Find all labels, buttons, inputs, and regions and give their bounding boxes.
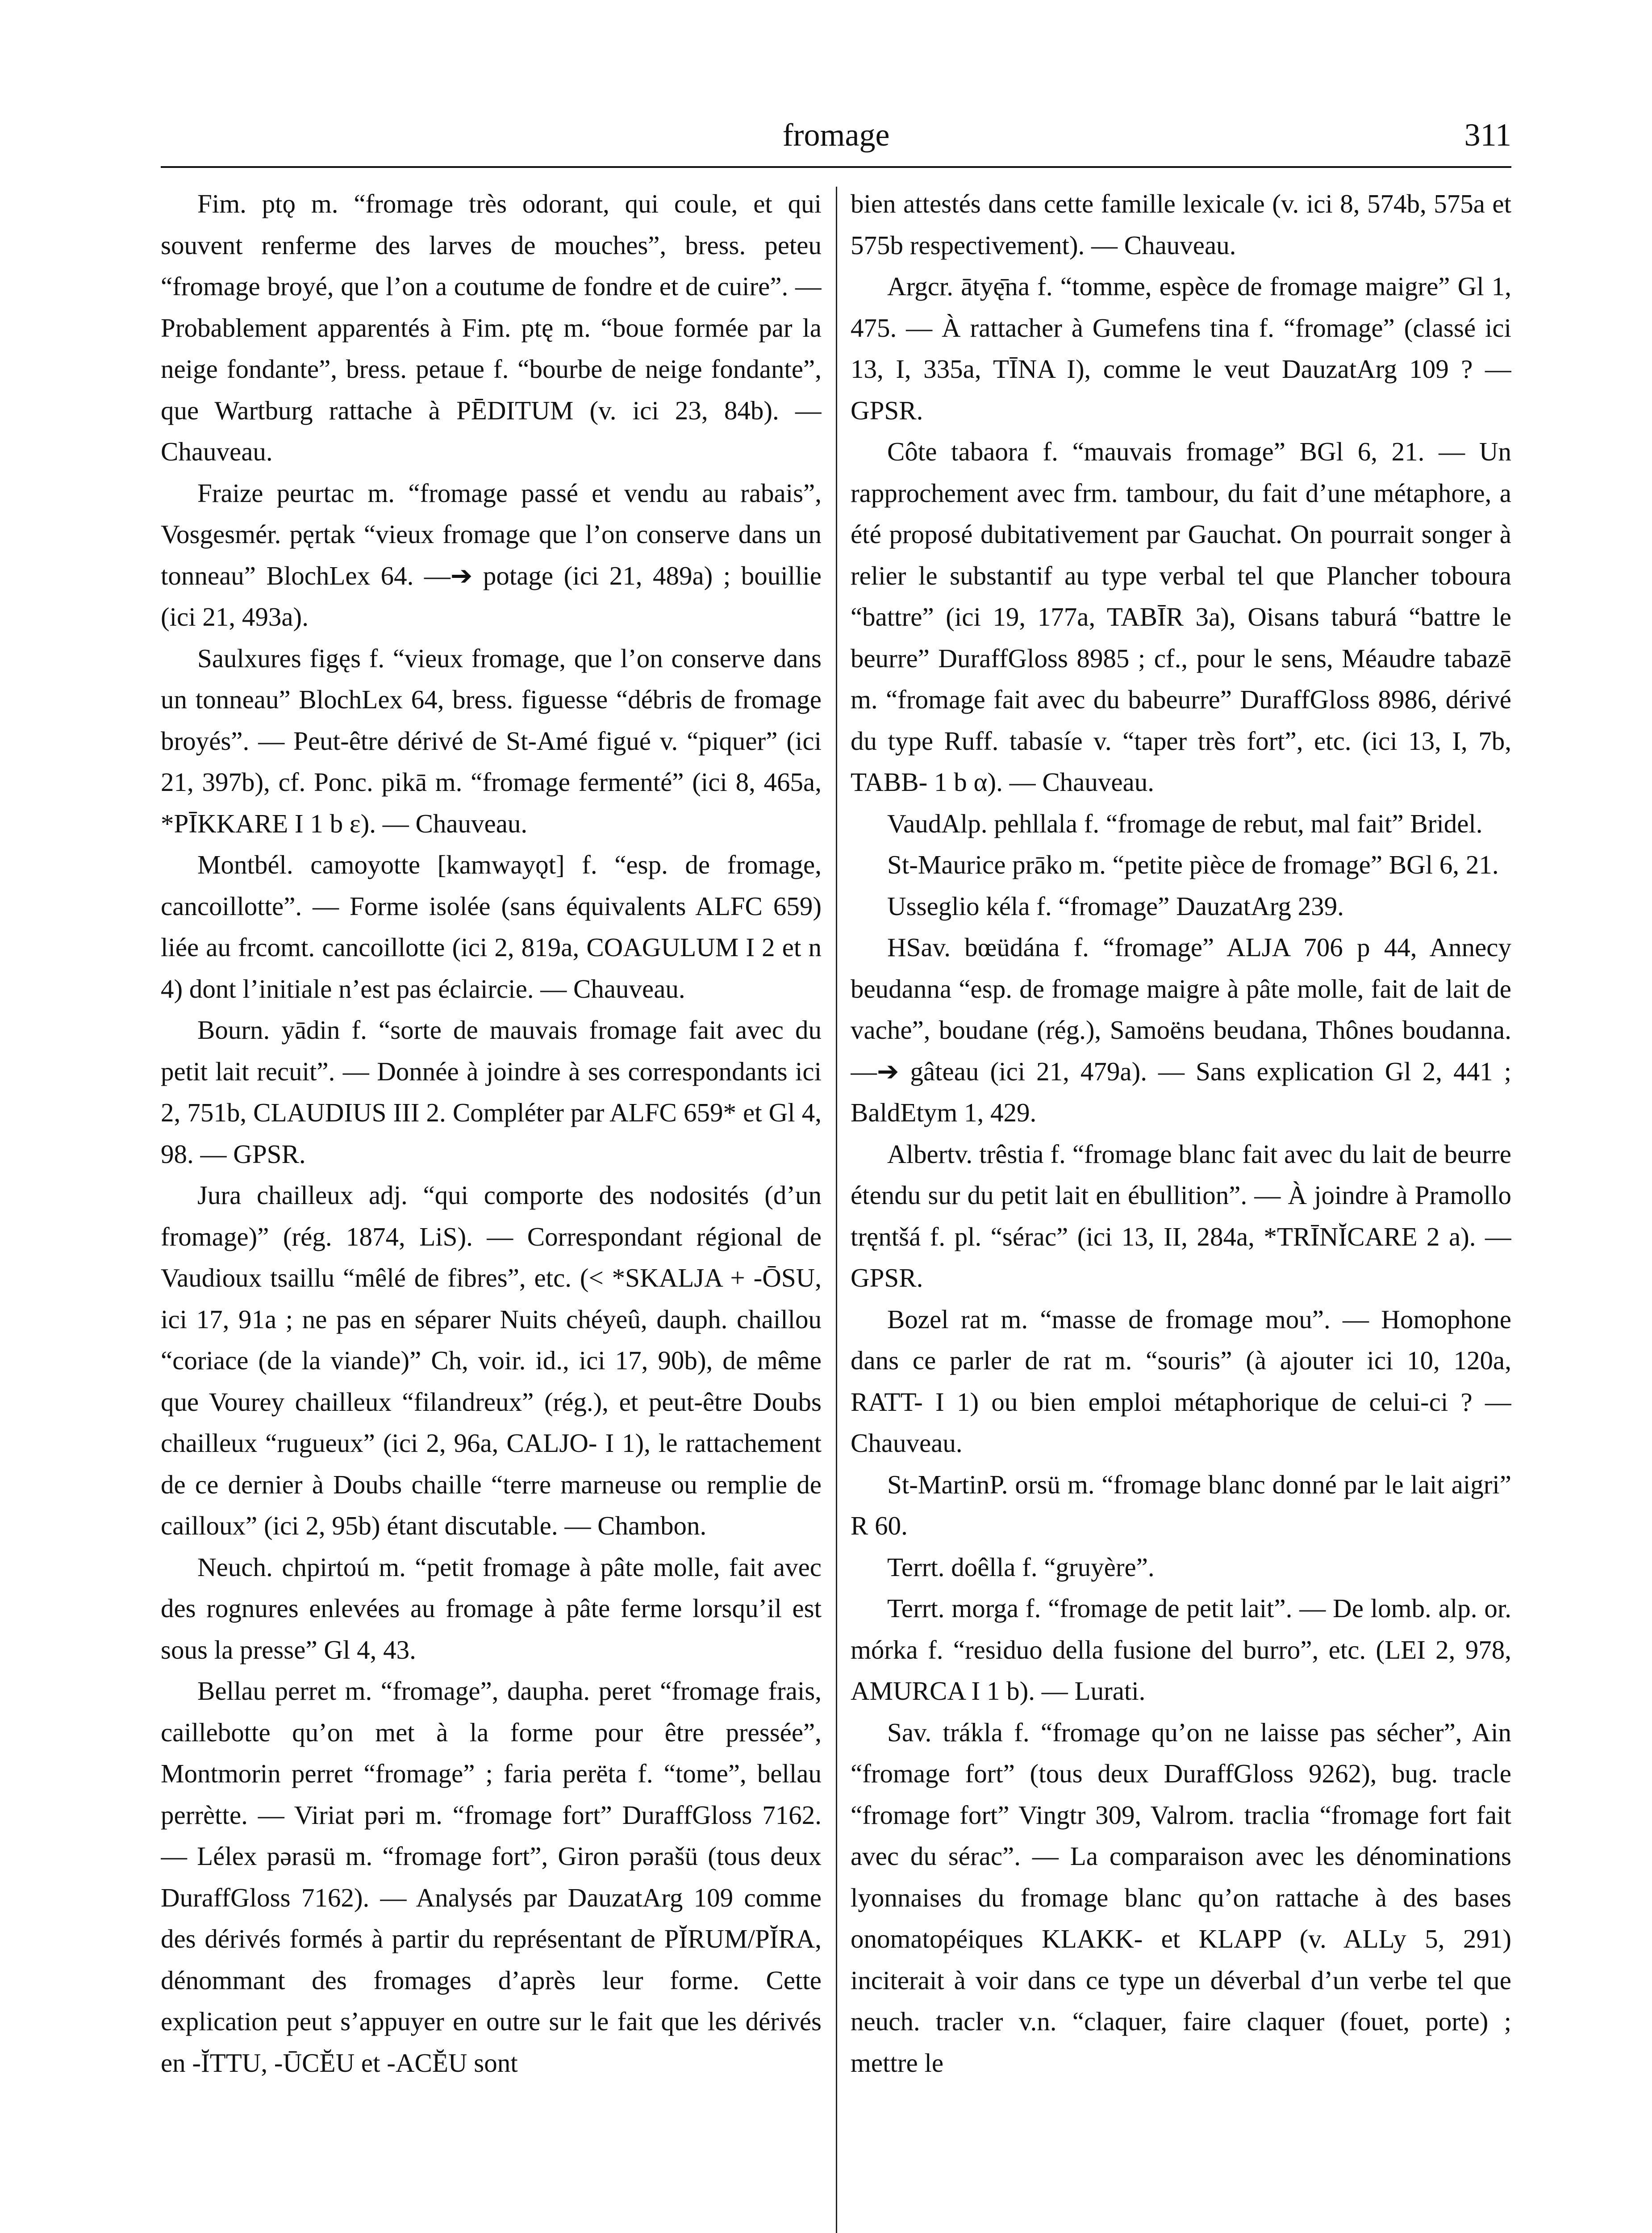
entry-paragraph: HSav. bœüdána f. “fromage” ALJA 706 p 44, Annecy beudanna “esp. de fromage maigre à pâte molle, fait de lait de vache”, boudane (rég.), Samoëns beudana, Thônes boudanna. —➔ gâteau (ici 21, 479a). — Sans explication Gl 2, 441 ; BaldEtym 1, 429. — [851, 933, 1511, 1127]
entry-paragraph: Fim. ptǫ m. “fromage très odorant, qui coule, et qui souvent renferme des larves de mouches”, bress. peteu “fromage broyé, que l’on a coutume de fondre et de cuire”. — Probablement apparentés à Fim. ptę m. “boue formée par la neige fondante”, bress. petaue f. “bourbe de neige fondante”, que Wartburg rattache à PĒDITUM (v. ici 23, 84b). — Chauveau. — [161, 189, 822, 466]
entry-paragraph: Sav. trákla f. “fromage qu’on ne laisse pas sécher”, Ain “fromage fort” (tous deux DuraffGloss 9262), bug. tracle “fromage fort” Vingtr 309, Valrom. traclia “fromage fort fait avec du sérac”. — La comparaison avec les dénominations lyonnaises du fromage blanc qu’on rattache à des bases onomatopéiques KLAKK- et KLAPP (v. ALLy 5, 291) inciterait à voir dans ce type un déverbal d’un verbe tel que neuch. tracler v.n. “claquer, faire claquer (fouet, porte) ; mettre le — [851, 1717, 1511, 2078]
continued-paragraph: bien attestés dans cette famille lexicale (v. ici 8, 574b, 575a et 575b respectivement). — Chauveau. — [851, 189, 1511, 260]
entry-paragraph: St-Maurice prāko m. “petite pièce de fromage” BGl 6, 21. — [887, 850, 1499, 879]
entry-paragraph: Bellau perret m. “fromage”, daupha. peret “fromage frais, caillebotte qu’on met à la forme pour être pressée”, Montmorin perret “fromage” ; faria perëta f. “tome”, bellau perrètte. — Viriat pəri m. “fromage fort” DuraffGloss 7162. — Lélex pərasü m. “fromage fort”, Giron pərašü (tous deux DuraffGloss 7162). — Analysés par DauzatArg 109 comme des dérivés formés à partir du représentant de PĬRUM/PĬRA, dénommant des fromages d’après leur forme. Cette explication peut s’appuyer en outre sur le fait que les dérivés en -ĬTTU, -ŪCĔU et -ACĔU sont — [161, 1676, 822, 2078]
entry-paragraph: Terrt. morga f. “fromage de petit lait”. — De lomb. alp. or. mórka f. “residuo della fusione del burro”, etc. (LEI 2, 978, AMURCA I 1 b). — Lurati. — [851, 1593, 1511, 1706]
entry-paragraph: Bozel rat m. “masse de fromage mou”. — Homophone dans ce parler de rat m. “souris” (à ajouter ici 10, 120a, RATT- I 1) ou bien emploi métaphorique de celui-ci ? — Chauveau. — [851, 1304, 1511, 1458]
left-column — [161, 183, 822, 2233]
entry-paragraph: Bourn. yādin f. “sorte de mauvais fromage fait avec du petit lait recuit”. — Donnée à joindre à ses correspondants ici 2, 751b, CLAUDIUS III 2. Compléter par ALFC 659* et Gl 4, 98. — GPSR. — [161, 1015, 822, 1169]
header-rule — [161, 166, 1511, 168]
entry-paragraph: Montbél. camoyotte [kamwayǫt] f. “esp. de fromage, cancoillotte”. — Forme isolée (sans équivalents ALFC 659) liée au frcomt. cancoillotte (ici 2, 819a, COAGULUM I 2 et n 4) dont l’initiale n’est pas éclaircie. — Chauveau. — [161, 850, 822, 1004]
entry-paragraph: Albertv. trêstia f. “fromage blanc fait avec du lait de beurre étendu sur du petit lait en ébullition”. — À joindre à Pramollo tręntšá f. pl. “sérac” (ici 13, II, 284a, *TRĪNĬCARE 2 a). — GPSR. — [851, 1139, 1511, 1292]
page-number: 311 — [1464, 117, 1511, 153]
header-title: fromage — [782, 117, 890, 153]
column-divider — [836, 187, 837, 2233]
entry-paragraph: Usseglio kéla f. “fromage” DauzatArg 239. — [887, 891, 1344, 921]
entry-paragraph: Côte tabaora f. “mauvais fromage” BGl 6, 21. — Un rapprochement avec frm. tambour, du fait d’une métaphore, a été proposé dubitativement par Gauchat. On pourrait songer à relier le substantif au type verbal tel que Plancher toboura “battre” (ici 19, 177a, TABĪR 3a), Oisans taburá “battre le beurre” DuraffGloss 8985 ; cf., pour le sens, Méaudre tabazē m. “fromage fait avec du babeurre” DuraffGloss 8986, dérivé du type Ruff. tabasíe v. “taper très fort”, etc. (ici 13, I, 7b, TABB- 1 b α). — Chauveau. — [851, 437, 1511, 797]
running-header — [161, 113, 1511, 162]
right-column — [851, 183, 1511, 2233]
entry-paragraph: Neuch. chpirtoú m. “petit fromage à pâte molle, fait avec des rognures enlevées au fromage à pâte ferme lorsqu’il est sous la presse” Gl 4, 43. — [161, 1552, 822, 1664]
entry-paragraph: Fraize peurtac m. “fromage passé et vendu au rabais”, Vosgesmér. pęrtak “vieux fromage que l’on conserve dans un tonneau” BlochLex 64. —➔ potage (ici 21, 489a) ; bouillie (ici 21, 493a). — [161, 478, 822, 631]
entry-paragraph: Saulxures figęs f. “vieux fromage, que l’on conserve dans un tonneau” BlochLex 64, bress. figuesse “débris de fromage broyés”. — Peut-être dérivé de St-Amé figué v. “piquer” (ici 21, 397b), cf. Ponc. pikā m. “fromage fermenté” (ici 8, 465a, *PĪKKARE I 1 b ε). — Chauveau. — [161, 643, 822, 838]
entry-paragraph: St-MartinP. orsü m. “fromage blanc donné par le lait aigri” R 60. — [851, 1469, 1511, 1540]
entry-paragraph: Jura chailleux adj. “qui comporte des nodosités (d’un fromage)” (rég. 1874, LiS). — Correspondant régional de Vaudioux tsaillu “mêlé de fibres”, etc. (< *SKALJA + -ŌSU, ici 17, 91a ; ne pas en séparer Nuits chéyeû, dauph. chaillou “coriace (de la viande)” Ch, voir. id., ici 17, 90b), de même que Vourey chailleux “filandreux” (rég.), et peut-être Doubs chailleux “rugueux” (ici 2, 96a, CALJO- I 1), le rattachement de ce dernier à Doubs chaille “terre marneuse ou remplie de cailloux” (ici 2, 95b) étant discutable. — Chambon. — [161, 1180, 822, 1540]
entry-paragraph: VaudAlp. pehllala f. “fromage de rebut, mal fait” Bridel. — [887, 808, 1483, 838]
entry-paragraph: Terrt. doêlla f. “gruyère”. — [887, 1552, 1155, 1582]
entry-paragraph: Argcr. ātyę̄na f. “tomme, espèce de fromage maigre” Gl 1, 475. — À rattacher à Gumefens tina f. “fromage” (classé ici 13, I, 335a, TĪNA I), comme le veut DauzatArg 109 ? — GPSR. — [851, 272, 1511, 425]
